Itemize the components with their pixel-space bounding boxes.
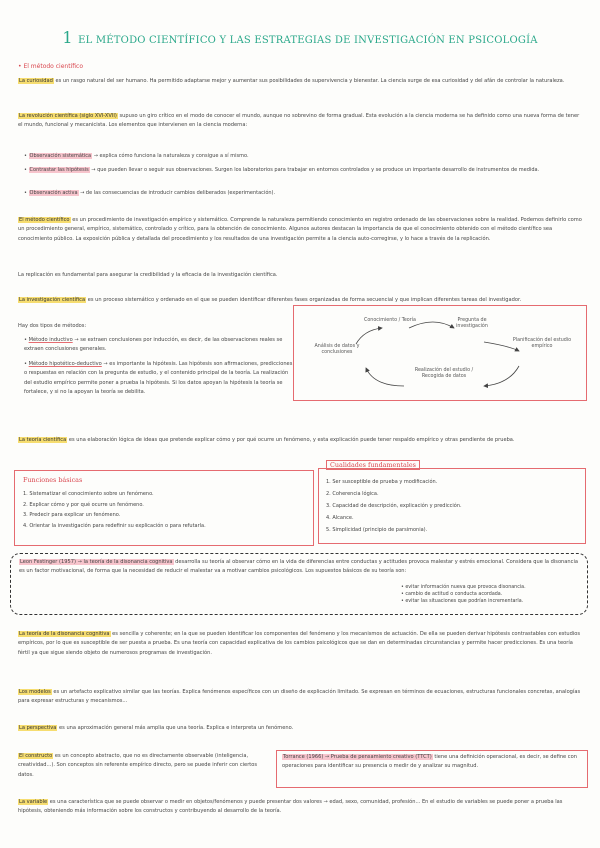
cycle-node-pregunta: Pregunta de investigación <box>456 318 488 329</box>
notes-page: 1 EL MÉTODO CIENTÍFICO Y LAS ESTRATEGIAS DE INVESTIGACIÓN EN PSICOLOGÍA • El método científico La curiosidad es un rasgo natural del ser humano. Ha permitido adaptarse mejor y aumentar sus posibilidades de supervivencia y bienestar. La ciencia surge de esa curiosidad y del afán de controlar la naturaleza. La revolución científica (siglo XVI-XVII) supuso un giro crítico en el modo de conocer el mundo, aunque no sobrevino de forma gradual. Esta evolución a la ciencia moderna se ha definido como una nueva forma de tener el mundo, funcional y mecanicista. Los elementos que intervienen en la ciencia moderna: • Observación sistemática → explica cómo funciona la naturaleza y consigue a sí mismo. • Contrastar las hipótesis → que pueden llevar o seguir sus observaciones. Surgen los laboratorios para trabajar en entornos controlados y se produce un importante desarrollo de instrumentos de medida. • Observación activa → de las consecuencias de introducir cambios deliberados (experimentación). El método científico es un procedimiento de investigación empírico y sistemático. Comprende la naturaleza permitiendo conocimiento en registro ordenado de las observaciones sobre la realidad. Podemos definirlo como un procedimiento general, empírico, sistemático, controlado y crítico, para la obtención de conocimiento. Algunos autores destacan la importancia de que el conocimiento obtenido con el método científico sea conocimiento público. La exposición pública y detallada del procedimiento y los resultados de una investigación permite a la ciencia auto-corregirse, y lo hace a través de la replicación. La replicación es fundamental para asegurar la credibilidad y la eficacia de la investigación científica. La investigación científica es un proceso sistemático y ordenado en el que se pueden identificar diferentes fases organizadas de forma secuencial y que implican diferentes tareas del investigador. Hay dos tipos de métodos: • Método inductivo → se extraen conclusiones por inducción, es decir, de las observaciones reales se extraen conclusiones generales. • Método hipotético-deductivo → es importante la hipótesis. Las hipótesis son afirmaciones, predicciones o respuestas en relación con la pregunta de estudio, y el contenido principal de la teoría. La realización del estudio empírico permite poner a prueba la hipótesis. Si los datos apoyan la hipótesis la teoría se fortalece, y si no la apoyan la teoría se debilita. Conocimiento / Teoría Pregunta de investigación Planificación del estudio empírico Realización del estudio / Recogida de datos Análisis de datos y conclusiones La teoría científica es una elaboración lógica de ideas que pretende explicar cómo y por qué ocurre un fenómeno, y esta explicación puede tener respaldo empírico y otras pendiente de prueba. Funciones básicas 1. Sistematizar el conocimiento sobre un fenómeno. 2. Explicar cómo y por qué ocurre un fenómeno. 3. Predecir para explicar un fenómeno. 4. Orientar la investigación para redefinir su explicación o para refutarla. Cualidades fundamentales 1. Ser susceptible de prueba y modificación. 2. Coherencia lógica. 3. Capacidad de descripción, explicación y predicción. 4. Alcance. 5. Simplicidad (principio de parsimonia). Leon Festinger (1957) → la teoría de la disonancia cognitiva desarrolla su teoría al observar cómo en la vida de diferencias entre conductas y actitudes provoca malestar y estrés emocional. Considera que la disonancia es un factor motivacional, de forma que la necesidad de reducir el malestar va a motivar cambios psicológicos. Los supuestos básicos de su teoría son: • evitar información nueva que provoca disonancia. • cambio de actitud o conducta acordada. • evitar las situaciones que podrían incrementarla. La teoría de la disonancia cognitiva es sencilla y coherente; en la que se pueden identificar los componentes del fenómeno y los mecanismos de actuación. De ella se pueden derivar hipótesis contrastables con estudios empíricos, por lo que es susceptible de ser puesta a prueba. Es una teoría con capacidad explicativa de los cambios psicológicos que se dan en determinadas circunstancias y permite hacer predicciones. Es una teoría fértil ya que sigue siendo objeto de numerosos programas de investigación. Los modelos es un artefacto explicativo similar que las teorías. Explica fenómenos específicos con un diseño de explicación limitado. Se expresan en términos de ecuaciones, estructuras funcionales concretas, analogías para expresar estructuras y mecanismos... La perspectiva es una aproximación general más amplia que una teoría. Explica e interpreta un fenómeno. El constructo es un concepto abstracto, que no es directamente observable (inteligencia, creatividad...). Son conceptos sin referente empírico directo, pero se puede inferir con ciertos datos. Torrance (1966) → Prueba de pensamiento creativo (TTCT) tiene una definición operacional, es decir, se define con operaciones para identificar su presencia o medir de y analizar su magnitud. La variable es una característica que se puede observar o medir en objetos/fenómenos y puede presentar dos valores → edad, sexo, comunidad, profesión... En el estudio de variables se puede poner a prueba las hipótesis, obteniendo más información sobre los constructos y contribuyendo al desarrollo de la teoría. <box>0 0 600 848</box>
term-metodo: El método científico <box>19 217 70 223</box>
paragraph-revolucion: La revolución científica (siglo XVI-XVII) supuso un giro crítico en el modo de conocer el mundo, aunque no sobrevino de forma gradual. Esta evolución a la ciencia moderna se ha definido como una nueva forma de tener el mundo, funcional y mecanicista. Los elementos que intervienen en la ciencia moderna: <box>18 113 580 129</box>
festinger-box <box>10 553 588 615</box>
paragraph-teoria-cientifica: La teoría científica es una elaboración lógica de ideas que pretende explicar cómo y por qué ocurre un fenómeno, y esta explicación puede tener respaldo empírico y otras pendiente de prueba. <box>19 437 515 443</box>
cycle-node-analisis: Análisis de datos y conclusiones <box>314 344 360 355</box>
paragraph-metodo-cientifico: El método científico es un procedimiento de investigación empírico y sistemático. Comprende la naturaleza permitiendo conocimiento en registro ordenado de las observaciones sobre la realidad. Podemos definirlo como un procedimiento general, empírico, sistemático, controlado y crítico, para la obtención de conocimiento. Algunos autores destacan la importancia de que el conocimiento obtenido con el método científico sea conocimiento público. La exposición pública y detallada del procedimiento y los resultados de una investigación permite a la ciencia auto-corregirse, y lo hace a través de la replicación. <box>18 217 582 242</box>
cycle-node-teoria: Conocimiento / Teoría <box>364 318 416 323</box>
term-curiosidad: La curiosidad <box>19 78 53 84</box>
cualidad-item: 2. Coherencia lógica. <box>326 491 379 497</box>
cualidades-list <box>326 476 582 536</box>
funcion-item: 3. Predecir para explicar un fenómeno. <box>23 512 121 518</box>
bullet-observacion-sistematica: • Observación sistemática → explica cómo funciona la naturaleza y consigue a sí mismo. <box>24 153 249 159</box>
term-festinger: Leon Festinger (1957) → la teoría de la disonancia cognitiva <box>20 559 173 565</box>
festinger-item: • cambio de actitud o conducta acordada. <box>401 592 503 597</box>
cualidad-item: 3. Capacidad de descripción, explicación y predicción. <box>326 503 462 509</box>
cycle-node-recogida: Realización del estudio / Recogida de datos <box>414 368 474 379</box>
page-title: 1 EL MÉTODO CIENTÍFICO Y LAS ESTRATEGIAS DE INVESTIGACIÓN EN PSICOLOGÍA <box>62 28 538 47</box>
cualidad-item: 4. Alcance. <box>326 515 354 521</box>
cualidades-title: Cualidades fundamentales <box>326 460 420 470</box>
term-revolucion: La revolución científica (siglo XVI-XVII) <box>19 113 117 119</box>
funciones-box <box>14 470 314 546</box>
funciones-list <box>23 489 309 531</box>
term-teoria-disonancia: La teoría de la disonancia cognitiva <box>19 631 110 637</box>
funcion-item: 4. Orientar la investigación para redefinir su explicación o para refutarla. <box>23 522 206 529</box>
term-modelos: Los modelos <box>19 689 51 695</box>
cualidad-item: 5. Simplicidad (principio de parsimonia). <box>326 527 428 533</box>
term-constructo: El constructo <box>19 753 53 759</box>
bullet-observacion-activa: • Observación activa → de las consecuencias de introducir cambios deliberados (experimentación). <box>24 190 276 196</box>
research-cycle-box <box>293 305 587 401</box>
bullet-metodo-inductivo: • Método inductivo → se extraen conclusiones por inducción, es decir, de las observaciones reales se extraen conclusiones generales. <box>24 337 283 353</box>
bullet-contrastar-hipotesis: • Contrastar las hipótesis → que pueden llevar o seguir sus observaciones. Surgen los laboratorios para trabajar en entornos controlados y se produce un importante desarrollo de instrumentos de medida. <box>24 167 540 173</box>
term-perspectiva: La perspectiva <box>19 725 57 731</box>
festinger-item: • evitar información nueva que provoca disonancia. <box>401 585 526 590</box>
paragraph-festinger: Leon Festinger (1957) → la teoría de la disonancia cognitiva desarrolla su teoría al observar cómo en la vida de diferencias entre conductas y actitudes provoca malestar y estrés emocional. Considera que la disonancia es un factor motivacional, de forma que la necesidad de reducir el malestar va a motivar cambios psicológicos. Los supuestos básicos de su teoría son: <box>19 559 578 575</box>
cualidades-block <box>318 460 586 544</box>
paragraph-constructo: El constructo es un concepto abstracto, que no es directamente observable (inteligencia, creatividad...). Son conceptos sin referente empírico directo, pero se puede inferir con ciertos datos. <box>18 753 258 778</box>
paragraph-torrance: Torrance (1966) → Prueba de pensamiento creativo (TTCT) tiene una definición operacional, es decir, se define con operaciones para identificar su presencia o medir de y analizar su magnitud. <box>282 754 577 770</box>
paragraph-replicacion: La replicación es fundamental para asegurar la credibilidad y la eficacia de la investigación científica. <box>18 272 278 278</box>
festinger-item: • evitar las situaciones que podrían incrementarla. <box>401 599 524 604</box>
festinger-items <box>401 584 581 605</box>
paragraph-curiosidad: La curiosidad es un rasgo natural del ser humano. Ha permitido adaptarse mejor y aumentar sus posibilidades de supervivencia y bienestar. La ciencia surge de esa curiosidad y del afán de controlar la naturaleza. <box>19 78 565 84</box>
funcion-item: 1. Sistematizar el conocimiento sobre un fenómeno. <box>23 491 154 497</box>
paragraph-variable: La variable es una característica que se puede observar o medir en objetos/fenómenos y puede presentar dos valores → edad, sexo, comunidad, profesión... En el estudio de variables se puede poner a prueba las hipótesis, obteniendo más información sobre los constructos y contribuyendo al desarrollo de la teoría. <box>18 799 563 815</box>
term-teoria: La teoría científica <box>19 437 67 443</box>
funciones-title: Funciones básicas <box>23 476 83 484</box>
paragraph-modelos: Los modelos es un artefacto explicativo similar que las teorías. Explica fenómenos específicos con un diseño de explicación limitado. Se expresan en términos de ecuaciones, estructuras funcionales concretas, analogías para expresar estructuras y mecanismos... <box>18 689 581 705</box>
section-heading-metodo: • El método científico <box>18 63 83 70</box>
paragraph-investigacion: La investigación científica es un proceso sistemático y ordenado en el que se pueden identificar diferentes fases organizadas de forma secuencial y que implican diferentes tareas del investigador. <box>19 297 522 303</box>
torrance-box <box>276 750 588 788</box>
term-torrance: Torrance (1966) → Prueba de pensamiento creativo (TTCT) <box>283 754 432 760</box>
cualidad-item: 1. Ser susceptible de prueba y modificación. <box>326 479 438 485</box>
types-intro: Hay dos tipos de métodos: <box>18 323 87 329</box>
paragraph-teoria-disonancia: La teoría de la disonancia cognitiva es sencilla y coherente; en la que se pueden identificar los componentes del fenómeno y los mecanismos de actuación. De ella se pueden derivar hipótesis contrastables con estudios empíricos, por lo que es susceptible de ser puesta a prueba. Es una teoría con capacidad explicativa de los cambios psicológicos que se dan en determinadas circunstancias y permite hacer predicciones. Es una teoría fértil ya que sigue siendo objeto de numerosos programas de investigación. <box>18 631 581 656</box>
term-investigacion: La investigación científica <box>19 297 86 303</box>
paragraph-perspectiva: La perspectiva es una aproximación general más amplia que una teoría. Explica e interpreta un fenómeno. <box>19 725 294 731</box>
funcion-item: 2. Explicar cómo y por qué ocurre un fenómeno. <box>23 501 144 508</box>
term-variable: La variable <box>19 799 48 805</box>
cycle-node-planificacion: Planificación del estudio empírico <box>512 338 572 349</box>
